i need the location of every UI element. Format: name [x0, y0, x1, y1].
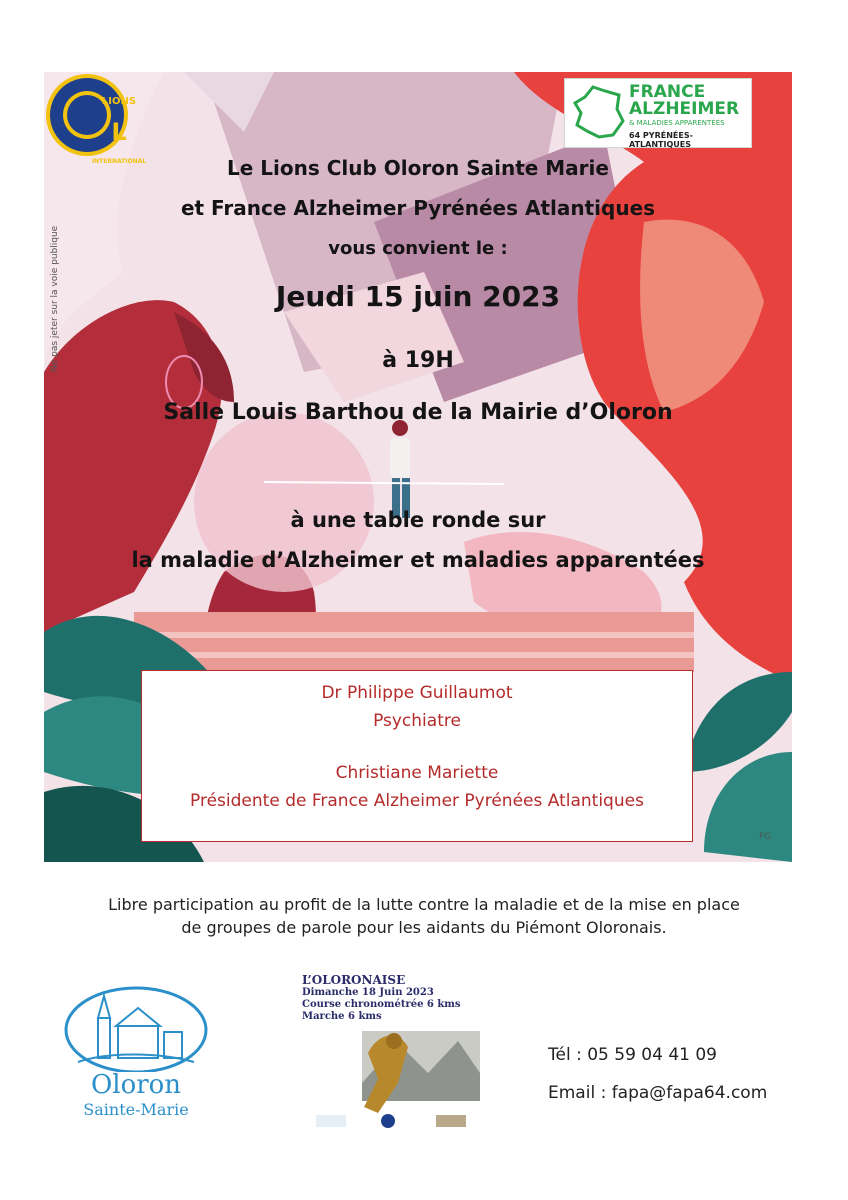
- race-date: Dimanche 18 Juin 2023: [302, 987, 434, 998]
- artist-credit: FG.: [758, 832, 774, 842]
- invitation-line: vous convient le :: [328, 238, 508, 259]
- oloron-town-icon: [58, 982, 214, 1072]
- speaker-1-name: Dr Philippe Guillaumot: [321, 683, 513, 703]
- runner-illustration: [298, 1023, 488, 1133]
- oloron-name-2: Sainte-Marie: [83, 1100, 189, 1119]
- france-alzheimer-logo: [564, 78, 752, 148]
- event-topic-line-1: à une table ronde sur: [290, 508, 546, 532]
- france-map-icon: [573, 85, 625, 139]
- race-course: Course chronométrée 6 kms: [302, 999, 461, 1010]
- race-marche: Marche 6 kms: [302, 1011, 382, 1022]
- fa-logo-line2: ALZHEIMER: [629, 99, 740, 119]
- participation-line-2: de groupes de parole pour les aidants du Piémont Oloronais.: [181, 918, 667, 937]
- lions-logo-top-text: LIONS: [101, 96, 137, 107]
- fa-logo-line1: FRANCE: [629, 82, 706, 102]
- oloron-logo: [58, 982, 214, 1122]
- event-date: Jeudi 15 juin 2023: [275, 280, 561, 313]
- fa-logo-line4: 64 PYRÉNÉES-ATLANTIQUES: [629, 131, 693, 149]
- participation-line-1: Libre participation au profit de la lutte contre la maladie et de la mise en place: [108, 895, 740, 914]
- side-note: Ne pas jeter sur la voie publique: [50, 225, 60, 372]
- event-venue: Salle Louis Barthou de la Mairie d’Oloron: [163, 400, 673, 425]
- organizer-line-2: et France Alzheimer Pyrénées Atlantiques: [180, 196, 656, 220]
- oloronaise-flyer: [298, 973, 488, 1133]
- oloron-name-1: Oloron: [90, 1070, 182, 1100]
- contact-phone: Tél : 05 59 04 41 09: [548, 1045, 717, 1065]
- event-topic-line-2: la maladie d’Alzheimer et maladies apparentées: [131, 548, 705, 572]
- organizer-line-1: Le Lions Club Oloron Sainte Marie: [227, 156, 609, 180]
- fa-logo-line3: & MALADIES APPARENTÉES: [629, 119, 725, 127]
- event-time: à 19H: [382, 348, 454, 373]
- speaker-1-role: Psychiatre: [373, 711, 461, 731]
- speaker-2-role: Présidente de France Alzheimer Pyrénées Atlantiques: [190, 791, 644, 811]
- contact-email[interactable]: Email : fapa@fapa64.com: [548, 1083, 768, 1103]
- participation-note: [40, 893, 808, 939]
- speaker-2-name: Christiane Mariette: [335, 763, 499, 783]
- lions-logo-letter: L: [111, 118, 127, 146]
- lions-logo-bottom-text: INTERNATIONAL: [91, 158, 147, 165]
- speakers-box: [141, 670, 693, 842]
- race-title: L’OLORONAISE: [302, 973, 406, 987]
